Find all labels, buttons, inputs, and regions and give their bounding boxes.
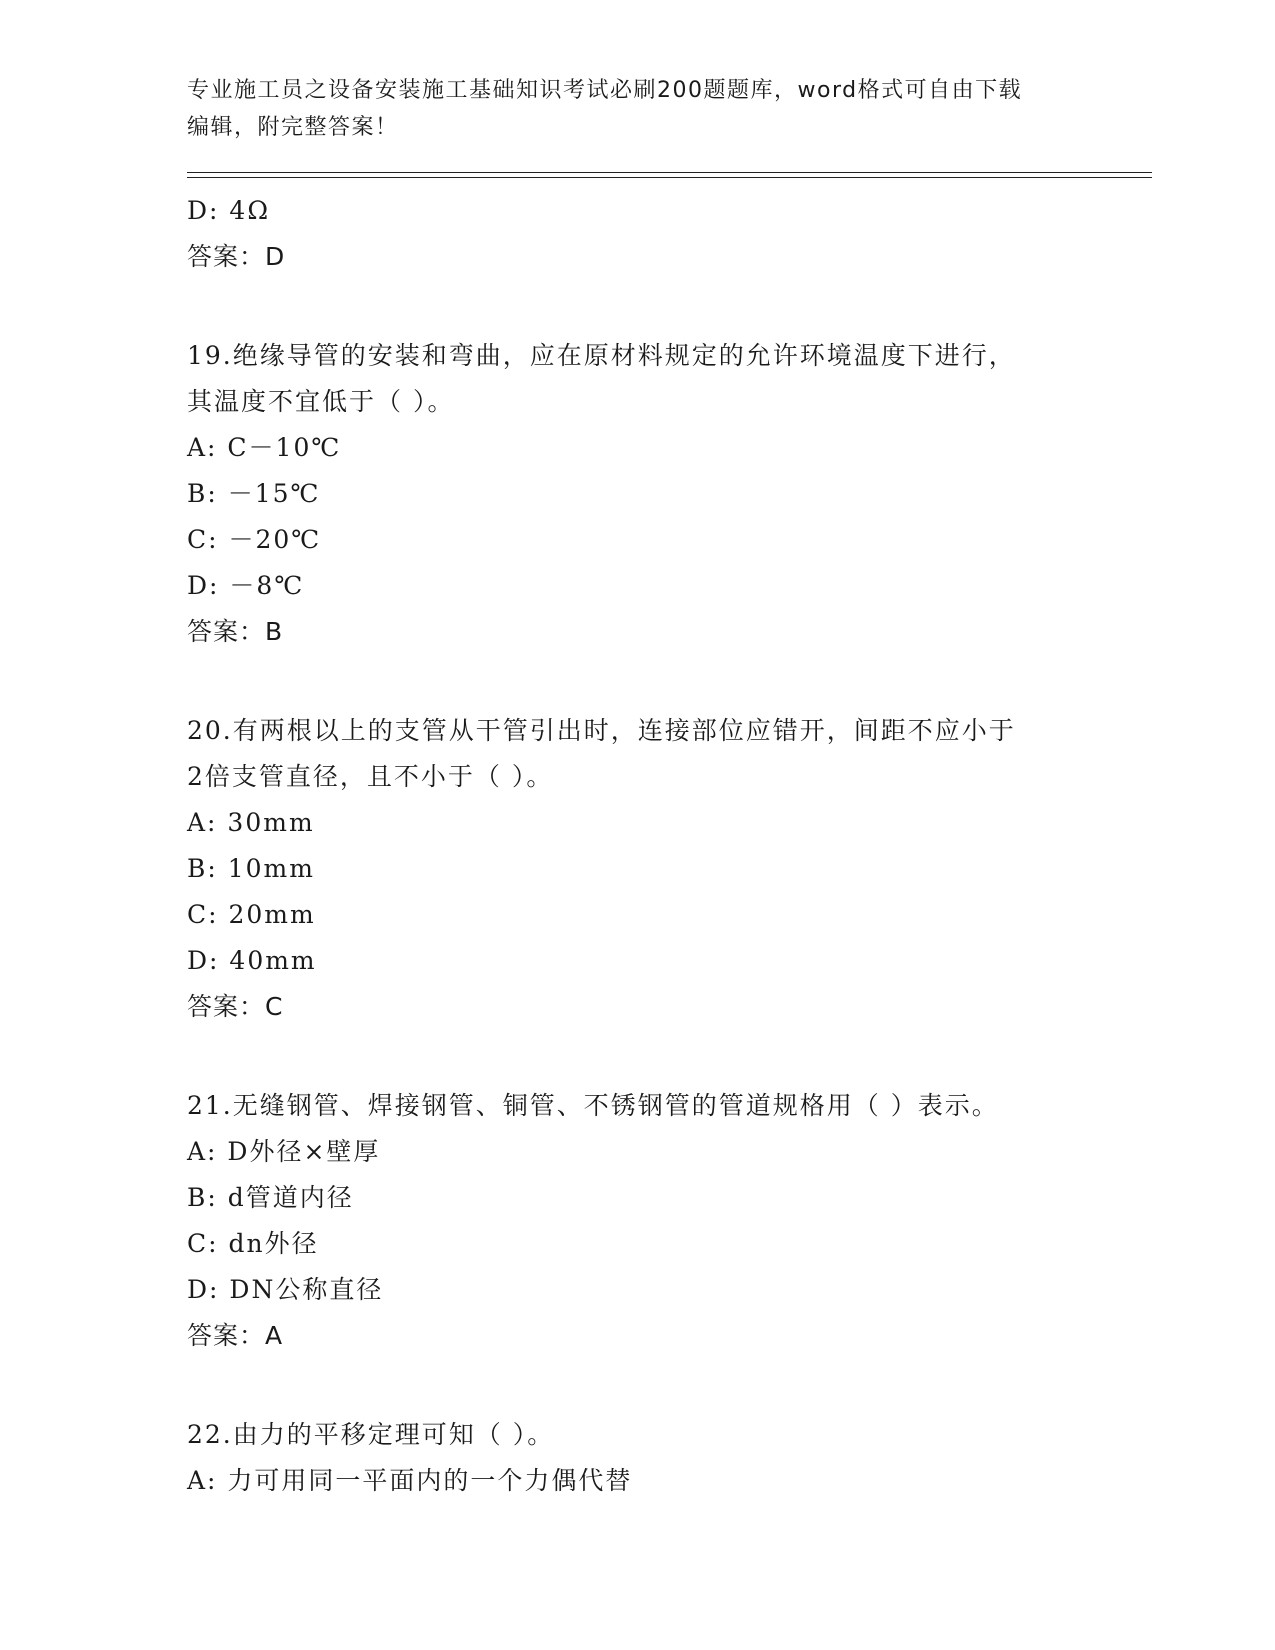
option-a: A: 力可用同一平面内的一个力偶代替 <box>187 1466 633 1495</box>
option-d: D: DN公称直径 <box>187 1275 384 1304</box>
header-title-line-2: 编辑，附完整答案！ <box>187 115 399 140</box>
option-b: B: 10mm <box>187 854 315 883</box>
question-stem: 19.绝缘导管的安装和弯曲，应在原材料规定的允许环境温度下进行， <box>187 341 1016 370</box>
answer-line: 答案：B <box>187 617 284 646</box>
option-c: C: －20℃ <box>187 525 322 554</box>
option-a: A: C－10℃ <box>187 433 342 462</box>
document-header <box>187 72 1067 146</box>
option-b: B: d管道内径 <box>187 1183 354 1212</box>
question-21 <box>187 1083 1137 1359</box>
question-stem: 22.由力的平移定理可知（ ）。 <box>187 1420 555 1449</box>
option-c: C: 20mm <box>187 900 316 929</box>
header-divider-bottom <box>187 177 1152 178</box>
question-stem: 21.无缝钢管、焊接钢管、铜管、不锈钢管的管道规格用（ ）表示。 <box>187 1091 999 1120</box>
question-20 <box>187 708 1137 1030</box>
question-stem: 其温度不宜低于（ ）。 <box>187 387 455 416</box>
question-stem: 2倍支管直径，且不小于（ ）。 <box>187 762 554 791</box>
question-list <box>187 188 1137 1504</box>
answer-line: 答案：C <box>187 992 284 1021</box>
question-19 <box>187 333 1137 655</box>
option-a: A: 30mm <box>187 808 315 837</box>
option-a: A: D外径×壁厚 <box>187 1137 381 1166</box>
option-d: D: 40mm <box>187 946 317 975</box>
option-d: D: －8℃ <box>187 571 305 600</box>
answer-line: 答案：D <box>187 242 286 271</box>
header-divider-top <box>187 172 1152 173</box>
previous-question-tail <box>187 188 1137 280</box>
answer-line: 答案：A <box>187 1321 284 1350</box>
header-title-line-1: 专业施工员之设备安装施工基础知识考试必刷200题题库，word格式可自由下载 <box>187 78 1023 103</box>
option-d: D: 4Ω <box>187 196 271 225</box>
option-c: C: dn外径 <box>187 1229 319 1258</box>
option-b: B: －15℃ <box>187 479 321 508</box>
question-22 <box>187 1412 1137 1504</box>
question-stem: 20.有两根以上的支管从干管引出时，连接部位应错开，间距不应小于 <box>187 716 1016 745</box>
